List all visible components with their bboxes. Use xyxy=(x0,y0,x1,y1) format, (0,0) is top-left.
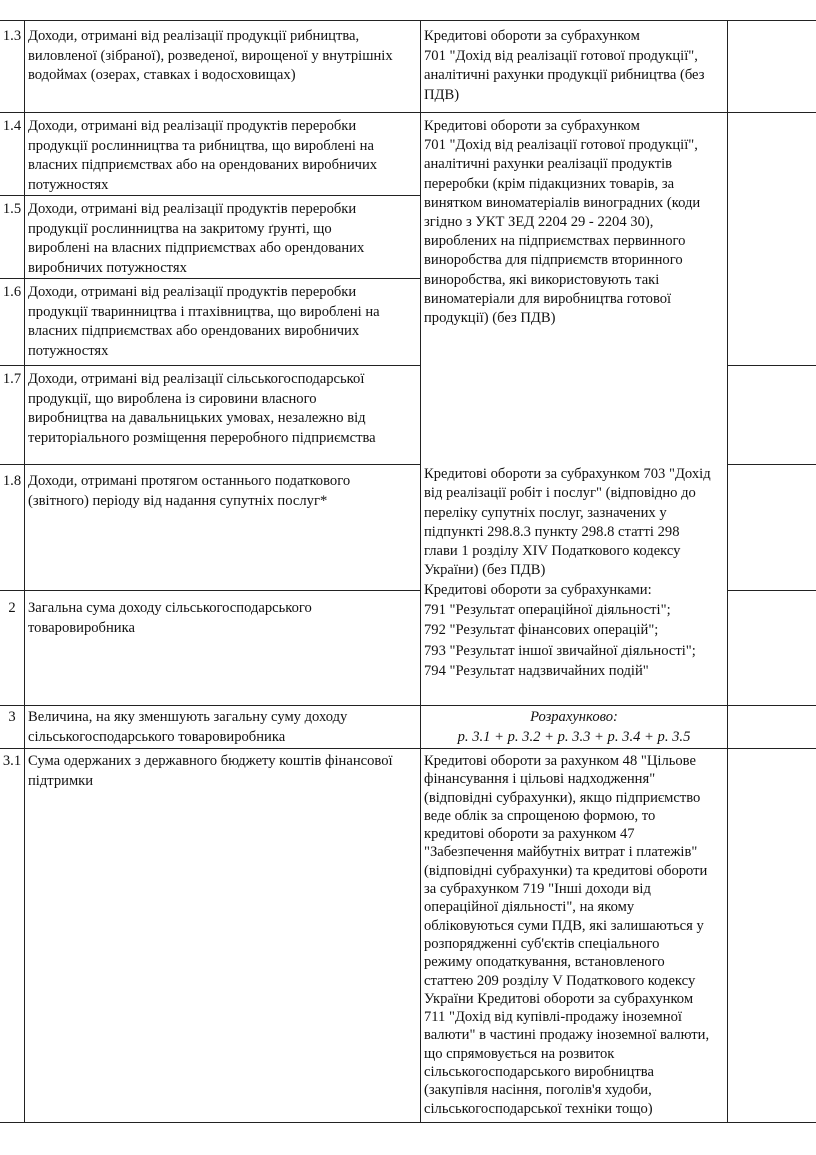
row-divider xyxy=(0,195,420,196)
text-line: власних підприємствах або орендованих виробничих xyxy=(28,323,360,339)
text-line: власних підприємствах або на орендованих виробничих xyxy=(28,157,378,173)
text-line: Сума одержаних з державного бюджету коштів фінансової xyxy=(28,753,393,769)
row-source xyxy=(424,27,704,105)
text-line: переробки (крім підакцизних товарів, за xyxy=(424,175,675,192)
text-line: режиму оподаткування, встановленого xyxy=(424,954,665,971)
text-line: Величина, на яку зменшують загальну суму доходу xyxy=(28,709,348,725)
text-line: винятком виноматеріалів виноградних (коди xyxy=(424,194,701,211)
row-source xyxy=(424,465,711,581)
text-line: сільськогосподарського виробництва xyxy=(424,1064,654,1081)
text-line: 701 "Дохід від реалізації готової продукції", xyxy=(424,137,698,154)
text-line: потужностях xyxy=(28,342,109,359)
text-line: р. 3.1 + р. 3.2 + р. 3.3 + р. 3.4 + р. 3.5 xyxy=(457,728,691,745)
text-line: Доходи, отримані від реалізації продуктів переробки xyxy=(28,284,357,300)
row-description xyxy=(28,27,393,86)
text-line: України) (без ПДВ) xyxy=(424,562,546,579)
text-line: продукції рослинництва та рибництва, що вироблені на xyxy=(28,137,374,154)
row-number: 1.7 xyxy=(2,371,22,387)
row-number: 1.3 xyxy=(2,28,22,44)
text-line: водоймах (озерах, ставках і водосховищах) xyxy=(28,67,296,83)
text-line: продукції рослинництва на закритому ґрунті, що xyxy=(28,220,332,237)
text-line: сільськогосподарського товаровиробника xyxy=(28,728,286,745)
row-number: 2 xyxy=(8,600,16,616)
row-divider xyxy=(0,464,420,465)
row-description xyxy=(28,472,350,511)
text-line: аналітичні рахунки продукції рибництва (без xyxy=(424,67,705,83)
text-line: "Забезпечення майбутніх витрат і платежів" xyxy=(424,844,698,861)
text-line: аналітичні рахунки реалізації продуктів xyxy=(424,156,673,173)
row-number: 1.5 xyxy=(2,201,22,217)
text-line: Доходи, отримані від реалізації продуктів переробки xyxy=(28,118,357,134)
row-source-formula xyxy=(421,708,727,747)
row-description xyxy=(28,370,376,448)
text-line: сільськогосподарської техніки тощо) xyxy=(424,1100,653,1117)
text-line: Кредитові обороти за субрахунком xyxy=(424,28,640,44)
text-line: Доходи, отримані від реалізації продукції рибництва, xyxy=(28,28,360,44)
row-description xyxy=(28,283,380,361)
text-line: виловленої (зібраної), розведеної, вирощеної у внутрішніх xyxy=(28,47,393,64)
text-line: 711 "Дохід від купівлі-продажу іноземної xyxy=(424,1009,682,1026)
text-line: глави 1 розділу XIV Податкового кодексу xyxy=(424,543,681,560)
table-bottom-border xyxy=(0,1122,816,1123)
table-top-border xyxy=(0,20,816,21)
text-line: операційної діяльності", на якому xyxy=(424,899,635,916)
column-divider xyxy=(420,20,421,1122)
row-divider xyxy=(727,590,816,591)
text-line: Кредитові обороти за рахунком 48 "Цільове xyxy=(424,753,696,769)
column-divider xyxy=(727,20,728,1122)
text-line: товаровиробника xyxy=(28,619,135,636)
text-line: Доходи, отримані протягом останнього податкового xyxy=(28,473,351,489)
row-divider xyxy=(0,278,420,279)
text-line: кредитові обороти за рахунком 47 xyxy=(424,826,635,843)
text-line: за субрахунком 719 "Інші доходи від xyxy=(424,881,651,898)
text-line: потужностях xyxy=(28,176,109,193)
text-line: Кредитові обороти за субрахунком 703 "Дохід xyxy=(424,466,711,482)
text-line: статтею 209 розділу V Податкового кодексу xyxy=(424,972,696,989)
text-line: Кредитові обороти за субрахунками: xyxy=(424,582,652,598)
row-description xyxy=(28,708,347,747)
text-line: що спрямовується на розвиток xyxy=(424,1045,615,1062)
text-line: ПДВ) xyxy=(424,86,460,103)
text-line: продукції тваринництва і птахівництва, що вироблені на xyxy=(28,303,380,320)
text-line: виноматеріали для виробництва готової xyxy=(424,290,672,307)
text-line: Доходи, отримані від реалізації сільськогосподарської xyxy=(28,371,365,387)
text-line: підпункті 298.8.3 пункту 298.8 статті 298 xyxy=(424,523,680,540)
text-line: (закупівля насіння, поголів'я худоби, xyxy=(424,1082,652,1099)
row-divider xyxy=(0,705,816,706)
row-number: 1.6 xyxy=(2,284,22,300)
text-line: виноробства, які використовують такі xyxy=(424,271,660,288)
text-line: згідно з УКТ ЗЕД 2204 29 - 2204 30), xyxy=(424,214,654,231)
text-line: виробництва на давальницьких умовах, незалежно від xyxy=(28,410,366,426)
text-line: продукції) (без ПДВ) xyxy=(424,310,556,327)
text-line: вироблені на власних підприємствах або орендованих xyxy=(28,240,365,256)
text-line: переліку супутніх послуг, зазначених у xyxy=(424,504,667,521)
text-line: 793 "Результат іншої звичайної діяльності"; xyxy=(424,642,696,659)
text-line: фінансування і цільові надходження" xyxy=(424,771,656,788)
row-divider xyxy=(0,365,420,366)
shared-source xyxy=(424,117,700,328)
row-divider xyxy=(0,748,816,749)
text-line: вироблених на підприємствах первинного xyxy=(424,233,686,250)
row-divider xyxy=(727,464,816,465)
text-line: 792 "Результат фінансових операцій"; xyxy=(424,622,659,639)
row-number: 1.8 xyxy=(2,473,22,489)
column-divider xyxy=(24,20,25,1122)
text-line: веде облік за спрощеною формою, то xyxy=(424,807,656,824)
text-line: виноробства для підприємств вторинного xyxy=(424,252,683,269)
row-description xyxy=(28,599,312,638)
text-line: від реалізації робіт і послуг" (відповідно до xyxy=(424,485,696,502)
text-line: Розрахунково: xyxy=(530,709,618,725)
row-description xyxy=(28,117,377,195)
text-line: (відповідні субрахунки) та кредитові обороти xyxy=(424,862,708,879)
row-number: 3.1 xyxy=(2,753,22,769)
text-line: територіального розміщення переробного підприємства xyxy=(28,429,376,446)
text-line: 701 "Дохід від реалізації готової продукції", xyxy=(424,47,698,64)
text-line: продукції, що вироблена із сировини власного xyxy=(28,390,317,407)
text-line: (відповідні субрахунки), якщо підприємство xyxy=(424,789,701,806)
row-divider xyxy=(727,365,816,366)
text-line: обліковуються суми ПДВ, які залишаються у xyxy=(424,917,704,934)
text-line: розпорядженні суб'єктів спеціального xyxy=(424,935,660,952)
text-line: підтримки xyxy=(28,772,94,789)
text-line: 794 "Результат надзвичайних подій" xyxy=(424,662,649,679)
row-description xyxy=(28,752,393,791)
row-number: 1.4 xyxy=(2,118,22,134)
text-line: Кредитові обороти за субрахунком xyxy=(424,118,640,134)
row-description xyxy=(28,200,364,278)
row-number: 3 xyxy=(8,709,16,725)
text-line: валюти" в частині продажу іноземної валюти, xyxy=(424,1027,710,1044)
text-line: виробничих потужностях xyxy=(28,259,187,276)
row-source xyxy=(424,580,696,681)
row-divider xyxy=(0,112,816,113)
text-line: України Кредитові обороти за субрахунком xyxy=(424,990,694,1007)
row-source xyxy=(424,752,709,1118)
text-line: Загальна сума доходу сільськогосподарського xyxy=(28,600,312,616)
text-line: (звітного) періоду від надання супутніх послуг* xyxy=(28,492,328,509)
text-line: 791 "Результат операційної діяльності"; xyxy=(424,602,671,619)
text-line: Доходи, отримані від реалізації продуктів переробки xyxy=(28,201,357,217)
row-divider xyxy=(0,590,420,591)
